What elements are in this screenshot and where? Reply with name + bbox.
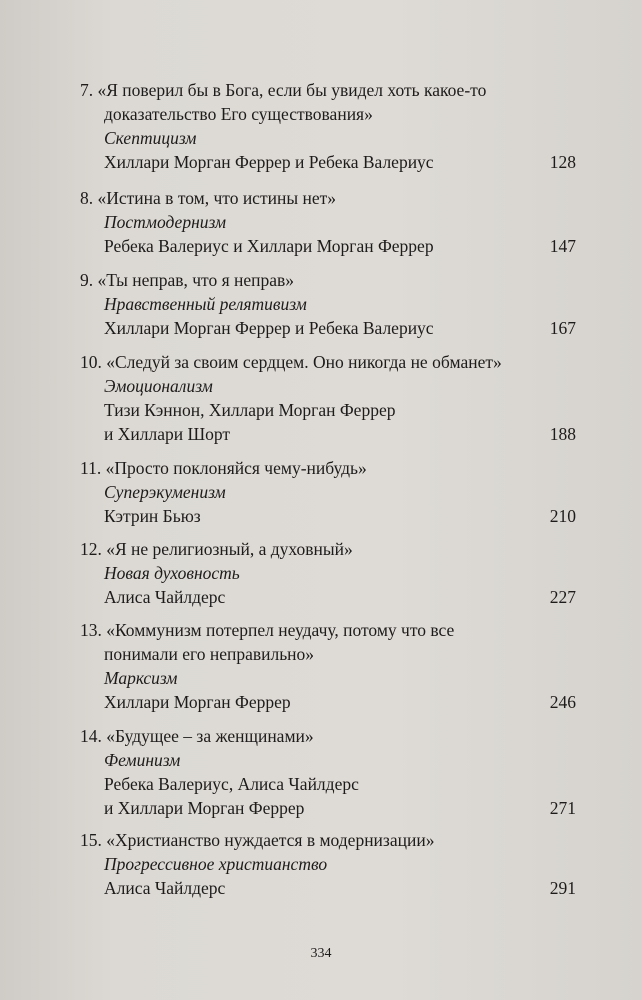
entry-title-line: понимали его неправильно» [104,644,315,664]
entry-page-number: 227 [549,587,576,607]
toc-entry-8 [80,186,576,258]
entry-genre: Нравственный релятивизм [104,294,307,314]
entry-page-number: 147 [549,236,576,256]
toc-entry-12 [80,537,576,609]
entry-title-line: 8. «Истина в том, что истины нет» [80,188,336,208]
entry-genre: Прогрессивное христианство [104,854,328,874]
entry-page-number: 246 [549,692,576,712]
entry-genre: Новая духовность [104,563,240,583]
entry-authors: Алиса Чайлдерс [104,878,226,898]
entry-title-line: 9. «Ты неправ, что я неправ» [80,270,295,290]
entry-title-line: 11. «Просто поклоняйся чему-нибудь» [80,458,367,478]
entry-authors: Ребека Валериус, Алиса Чайлдерс [104,774,359,794]
toc-entry-15 [80,828,576,900]
entry-authors: и Хиллари Шорт [104,424,231,444]
entry-page-number: 291 [549,878,576,898]
entry-title-line: доказательство Его существования» [104,104,373,124]
entry-genre: Эмоционализм [104,376,213,396]
entry-page-number: 210 [549,506,576,526]
entry-title-line: 7. «Я поверил бы в Бога, если бы увидел хоть какое-то [80,80,487,100]
entry-title-line: 12. «Я не религиозный, а духовный» [80,539,353,559]
entry-genre: Феминизм [104,750,181,770]
entry-authors: Кэтрин Бьюз [104,506,201,526]
entry-title-line: 15. «Христианство нуждается в модернизации» [80,830,435,850]
entry-title-line: 10. «Следуй за своим сердцем. Оно никогда не обманет» [80,352,502,372]
folio-page-number: 334 [310,946,332,961]
toc-entry-9 [80,268,576,340]
entry-genre: Скептицизм [104,128,197,148]
toc-entry-11 [80,456,576,528]
entry-page-number: 128 [549,152,576,172]
entry-page-number: 188 [549,424,576,444]
toc-entry-10 [80,350,576,446]
toc-entry-7 [80,78,576,174]
entry-genre: Марксизм [104,668,178,688]
entry-title-line: 14. «Будущее – за женщинами» [80,726,314,746]
toc-entry-14 [80,724,576,820]
toc-entry-13 [80,618,576,714]
entry-authors: и Хиллари Морган Феррер [104,798,305,818]
entry-genre: Постмодернизм [104,212,227,232]
entry-title-line: 13. «Коммунизм потерпел неудачу, потому что все [80,620,455,640]
entry-page-number: 271 [549,798,576,818]
entry-authors: Хиллари Морган Феррер и Ребека Валериус [104,318,434,338]
entry-authors: Хиллари Морган Феррер [104,692,291,712]
entry-authors: Ребека Валериус и Хиллари Морган Феррер [104,236,434,256]
entry-page-number: 167 [549,318,576,338]
entry-authors: Тизи Кэннон, Хиллари Морган Феррер [104,400,396,420]
entry-authors: Алиса Чайлдерс [104,587,226,607]
entry-genre: Суперэкуменизм [104,482,226,502]
entry-authors: Хиллари Морган Феррер и Ребека Валериус [104,152,434,172]
